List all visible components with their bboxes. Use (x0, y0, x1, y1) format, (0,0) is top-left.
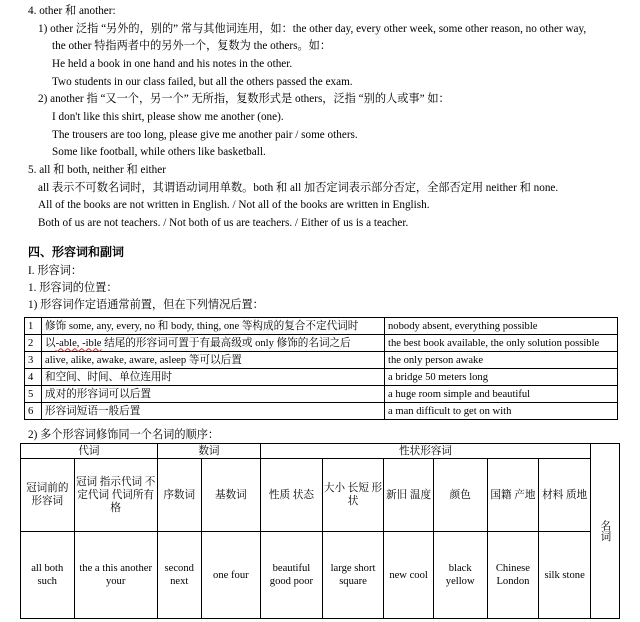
order-table (20, 443, 620, 619)
table-row (25, 352, 618, 369)
item5-title: 5. all 和 both, neither 和 either (28, 164, 166, 176)
noun-header: 名词 (590, 444, 619, 619)
column-header-row (21, 459, 620, 532)
item4-ex1: He held a book in one hand and his notes in the other. (52, 58, 293, 70)
group-header-numeral: 数词 (157, 444, 260, 459)
row-number: 1 (25, 318, 42, 335)
example-cell: silk stone (539, 532, 591, 619)
example-cell: beautiful good poor (261, 532, 323, 619)
item4-ex4: The trousers are too long, please give me another pair / some others. (52, 129, 358, 141)
example-cell: black yellow (433, 532, 487, 619)
item4-ex3: I don't like this shirt, please show me another (one). (52, 111, 284, 123)
rule-cell: 以-able, -ible 结尾的形容词可置于有最高级或 only 修饰的名词之后 (42, 335, 385, 352)
item5-ex1: All of the books are not written in English. / Not all of the books are written in English. (38, 199, 430, 211)
rule-cell: alive, alike, awake, aware, asleep 等可以后置 (42, 352, 385, 369)
column-header: 材料 质地 (539, 459, 591, 532)
row-number: 4 (25, 369, 42, 386)
example-cell: second next (157, 532, 201, 619)
position-table (24, 317, 618, 420)
row-number: 5 (25, 386, 42, 403)
subheading-adjective: I. 形容词： (28, 265, 83, 277)
item4-ex2: Two students in our class failed, but all the others passed the exam. (52, 76, 353, 88)
example-row (21, 532, 620, 619)
item5-p1: all 表示不可数名词时，其谓语动词用单数。both 和 all 加否定词表示部分否定，全部否定用 neither 和 none. (38, 182, 559, 194)
section-title: 四、形容词和副词 (28, 245, 125, 259)
example-cell: a bridge 50 meters long (385, 369, 618, 386)
table-row (25, 386, 618, 403)
column-header: 序数词 (157, 459, 201, 532)
example-cell: large short square (322, 532, 384, 619)
group-header-pronoun: 代词 (21, 444, 158, 459)
example-cell: all both such (21, 532, 75, 619)
item5-ex2: Both of us are not teachers. / Not both of us are teachers. / Either of us is a teacher. (38, 217, 409, 229)
column-header: 新旧 温度 (384, 459, 434, 532)
example-cell: the a this another your (74, 532, 157, 619)
table-row (25, 403, 618, 420)
example-cell: nobody absent, everything possible (385, 318, 618, 335)
example-cell: one four (201, 532, 260, 619)
item4-p2: 2) another 指 “又一个，另一个” 无所指，复数形式是 others，泛指 “别的人或事” 如： (38, 93, 450, 105)
item4-p1a: 1) other 泛指 “另外的，别的” 常与其他词连用，如：the other day, every other week, some other reason, no other way, (38, 23, 587, 35)
example-cell: new cool (384, 532, 434, 619)
row-number: 2 (25, 335, 42, 352)
rule-cell: 修饰 some, any, every, no 和 body, thing, one 等构成的复合不定代词时 (42, 318, 385, 335)
table-row (25, 335, 618, 352)
column-header: 颜色 (433, 459, 487, 532)
column-header: 国籍 产地 (487, 459, 539, 532)
group-header-row (21, 444, 620, 459)
table-row (25, 318, 618, 335)
item4-ex5: Some like football, while others like basketball. (52, 146, 266, 158)
example-cell: the best book available, the only solution possible (385, 335, 618, 352)
table-row (25, 369, 618, 386)
rule-cell: 成对的形容词可以后置 (42, 386, 385, 403)
rule-cell: 形容词短语一般后置 (42, 403, 385, 420)
subheading-order: 2) 多个形容词修饰同一个名词的顺序： (28, 429, 220, 441)
example-cell: a huge room simple and beautiful (385, 386, 618, 403)
example-cell: a man difficult to get on with (385, 403, 618, 420)
rule-cell: 和空间、时间、单位连用时 (42, 369, 385, 386)
column-header: 性质 状态 (261, 459, 323, 532)
column-header: 大小 长短 形状 (322, 459, 384, 532)
example-cell: the only person awake (385, 352, 618, 369)
column-header: 冠词前的形容词 (21, 459, 75, 532)
subheading-postposition: 1) 形容词作定语通常前置，但在下列情况后置： (28, 299, 264, 311)
subheading-position: 1. 形容词的位置： (28, 282, 118, 294)
column-header: 基数词 (201, 459, 260, 532)
column-header: 冠词 指示代词 不定代词 代词所有格 (74, 459, 157, 532)
group-header-descriptive: 性状形容词 (261, 444, 591, 459)
row-number: 6 (25, 403, 42, 420)
item4-p1b: the other 特指两者中的另外一个，复数为 the others。如： (52, 40, 332, 52)
example-cell: Chinese London (487, 532, 539, 619)
row-number: 3 (25, 352, 42, 369)
item4-title: 4. other 和 another: (28, 5, 116, 17)
